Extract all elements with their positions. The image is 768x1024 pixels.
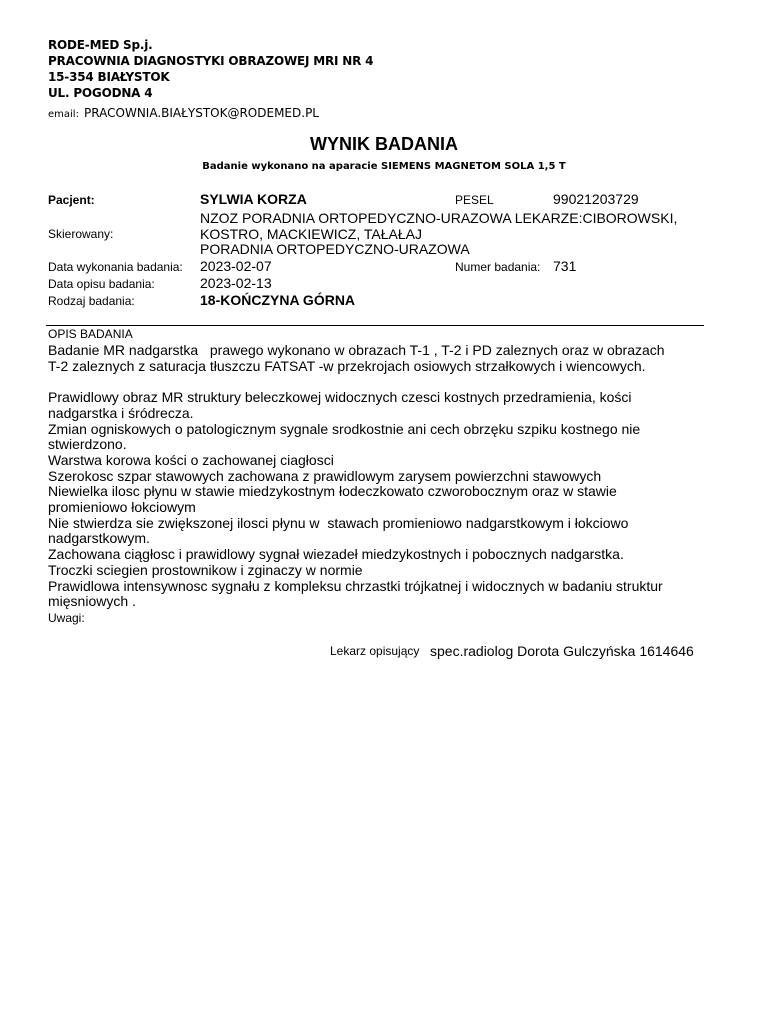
exam-date-label: Data wykonania badania: (48, 260, 183, 274)
postal-city: 15-354 BIAŁYSTOK (48, 70, 170, 84)
remarks-label: Uwagi: (48, 611, 85, 625)
description-section-title: OPIS BADANIA (48, 327, 133, 341)
patient-label: Pacjent: (48, 193, 95, 207)
referral-line-1: NZOZ PORADNIA ORTOPEDYCZNO-URAZOWA LEKARZE:CIBOROWSKI, (200, 210, 678, 226)
signature-value: spec.radiolog Dorota Gulczyńska 1614646 (430, 643, 694, 659)
exam-date: 2023-02-07 (200, 258, 272, 274)
description-line: nadgarstkowym. (48, 530, 150, 547)
company-name: RODE-MED Sp.j. (48, 38, 153, 52)
email-label: email: (48, 109, 79, 120)
description-line: Nie stwierdza sie zwiększonej ilosci płynu w stawach promieniowo nadgarstkowym i łokciowo (48, 514, 629, 531)
department-name: PRACOWNIA DIAGNOSTYKI OBRAZOWEJ MRI NR 4 (48, 54, 374, 68)
page-title: WYNIK BADANIA (310, 134, 458, 154)
description-line: Szerokosc szpar stawowych zachowana z prawidlowym zarysem powierzchni stawowych (48, 467, 602, 484)
referral-line-2: KOSTRO, MACKIEWICZ, TAŁAŁAJ (200, 226, 422, 242)
description-line (48, 374, 708, 390)
exam-type: 18-KOŃCZYNA GÓRNA (200, 292, 356, 308)
pesel-value: 99021203729 (553, 191, 639, 207)
description-date: 2023-02-13 (200, 275, 272, 291)
page-subtitle: Badanie wykonano na aparacie SIEMENS MAGNETOM SOLA 1,5 T (202, 161, 566, 172)
description-line: Niewielka ilosc płynu w stawie miedzykostnym łodeczkowato czworobocznym oraz w stawie (48, 483, 617, 500)
referral-label: Skierowany: (48, 227, 114, 241)
description-line: Warstwa korowa kości o zachowanej ciagłosci (48, 451, 334, 468)
description-date-label: Data opisu badania: (48, 277, 155, 291)
email-address[interactable]: PRACOWNIA.BIAŁYSTOK@RODEMED.PL (84, 106, 319, 120)
section-divider (46, 325, 704, 326)
street-address: UL. POGODNA 4 (48, 86, 153, 100)
description-line: Zachowana ciągłosc i prawidlowy sygnał wiezadeł miedzykostnych i pobocznych nadgarstka. (48, 546, 624, 563)
exam-number-label: Numer badania: (455, 260, 541, 274)
exam-type-label: Rodzaj badania: (48, 294, 135, 308)
description-line: promieniowo łokciowym (48, 499, 196, 516)
referral-line-3: PORADNIA ORTOPEDYCZNO-URAZOWA (200, 241, 470, 257)
description-line: nadgarstka i śródrecza. (48, 404, 194, 421)
description-body (48, 343, 708, 610)
patient-name: SYLWIA KORZA (200, 191, 307, 207)
email-line (48, 102, 319, 121)
description-line: Troczki sciegien prostownikow i zginaczy w normie (48, 561, 363, 578)
description-line: stwierdzono. (48, 436, 127, 453)
description-line: mięsniowych . (48, 593, 136, 610)
description-line: Prawidlowa intensywnosc sygnału z kompleksu chrzastki trójkatnej i widocznych w badaniu struktur (48, 577, 663, 594)
description-line: Badanie MR nadgarstka prawego wykonano w obrazach T-1 , T-2 i PD zaleznych oraz w obrazach (48, 342, 665, 358)
description-line: Prawidlowy obraz MR struktury beleczkowej widocznych czesci kostnych przedramienia, kości (48, 389, 632, 406)
description-line: T-2 zaleznych z saturacja tłuszczu FATSAT -w przekrojach osiowych strzałkowych i wiencowych. (48, 357, 646, 374)
pesel-label: PESEL (455, 193, 494, 207)
signature-label: Lekarz opisujący (330, 644, 420, 658)
exam-number: 731 (553, 258, 577, 274)
description-line: Zmian ogniskowych o patologicznym sygnale srodkostnie ani cech obrzęku szpiku kostnego nie (48, 420, 641, 437)
